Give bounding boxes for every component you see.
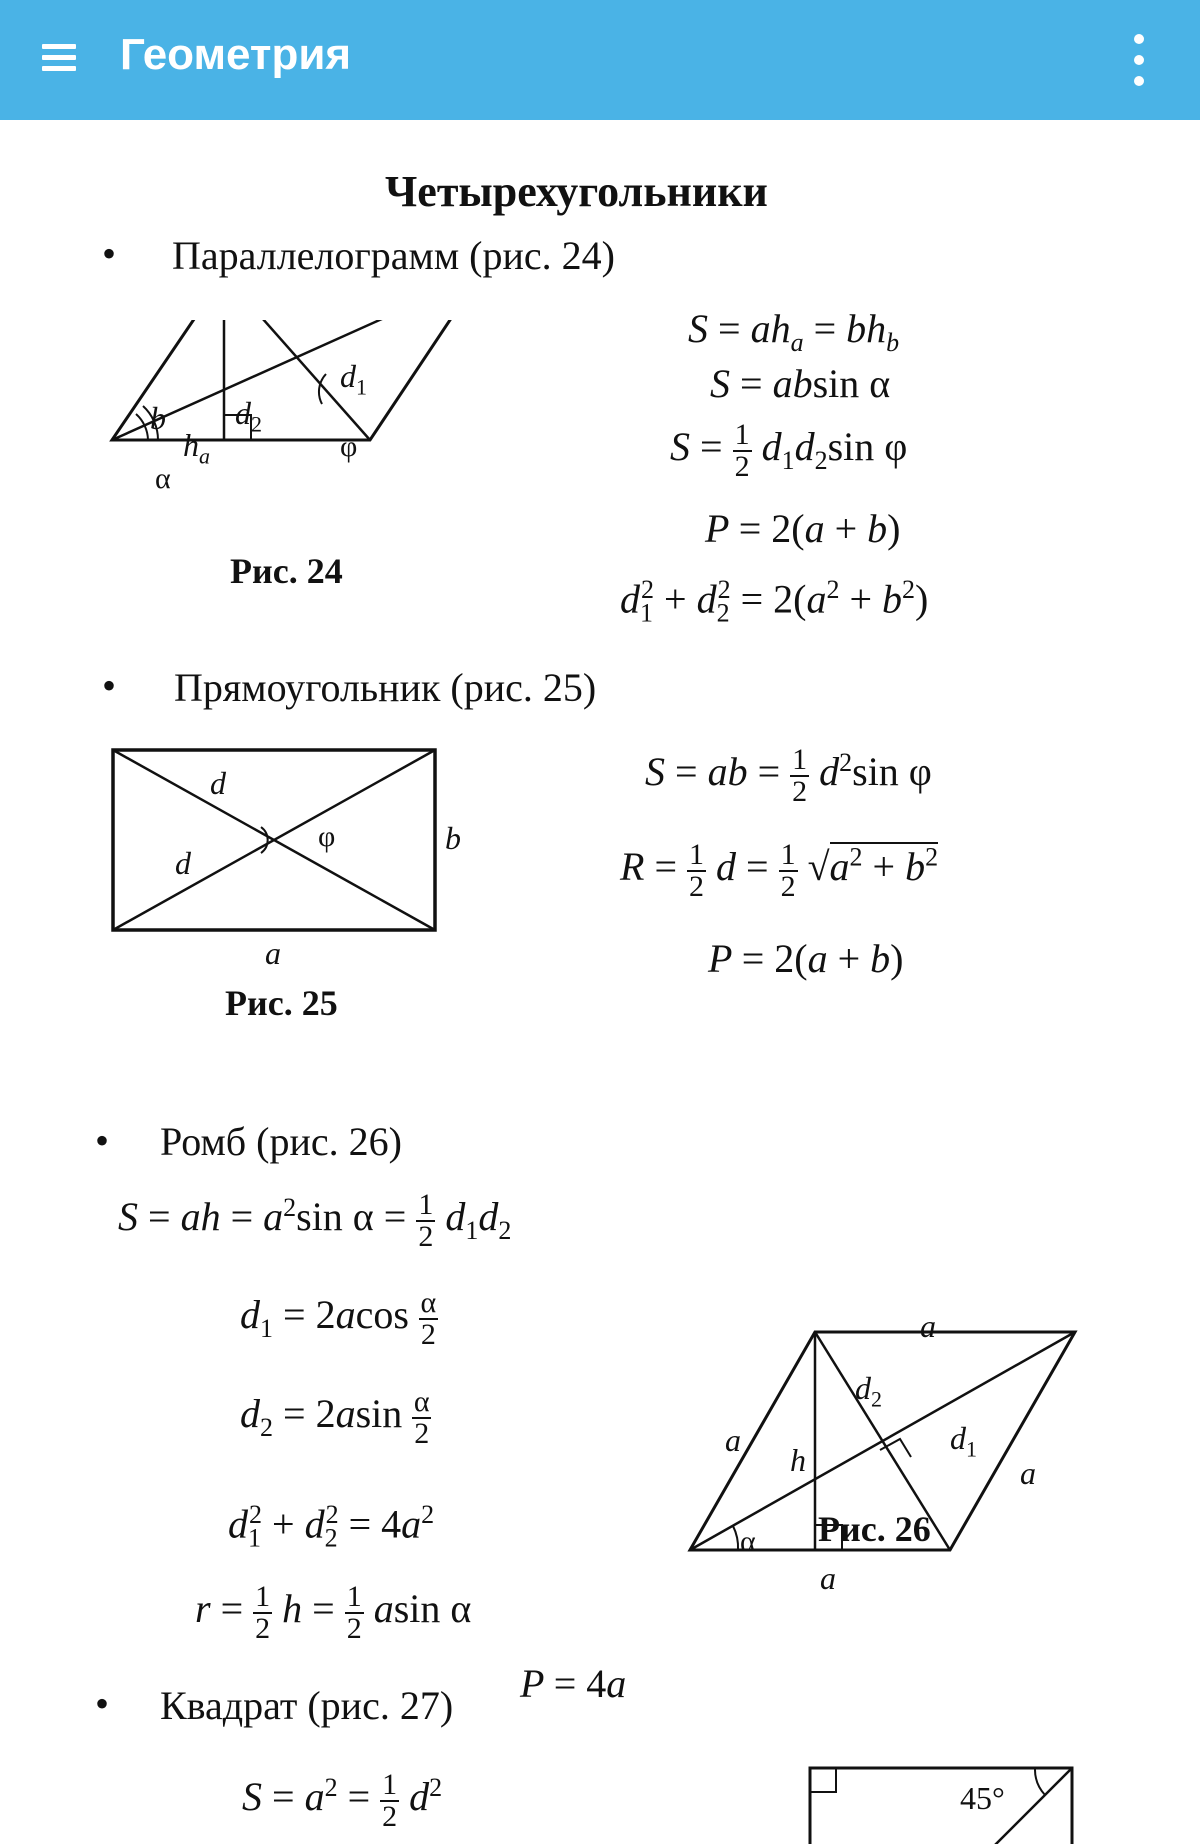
formula-perimeter: P = 4a bbox=[520, 1661, 627, 1706]
more-vert-icon[interactable] bbox=[1120, 30, 1156, 90]
bullet: • bbox=[95, 1118, 110, 1163]
label-ha: $h_a$ bbox=[183, 427, 210, 469]
formula-area-heights: $S = ah_a = bh_b$ bbox=[688, 306, 900, 357]
figure-square bbox=[800, 1760, 1080, 1844]
section-title-rectangle: Прямоугольник (рис. 25) bbox=[174, 665, 597, 710]
hamburger-menu-icon[interactable] bbox=[34, 34, 86, 86]
section-title-rhombus: Ромб (рис. 26) bbox=[160, 1119, 402, 1164]
label-a-top: a bbox=[920, 1308, 936, 1344]
figure-caption: Рис. 25 bbox=[225, 983, 338, 1023]
label-d-top: d bbox=[210, 765, 226, 801]
label-a-right: a bbox=[1020, 1455, 1036, 1491]
bullet: • bbox=[95, 1681, 110, 1726]
bullet: • bbox=[102, 663, 117, 708]
label-d2: $d_2$ bbox=[235, 395, 262, 437]
label-a-left: a bbox=[725, 1422, 741, 1458]
angle-alpha-arc bbox=[733, 1526, 738, 1550]
formula-area: $S = a^2 = 1$ 2 $d^2$ bbox=[242, 1768, 443, 1833]
label-b: b bbox=[445, 820, 461, 856]
formula-diagonals-identity: $d_1^2 + d_2^2 = 2(a^2 + b^2)$ bbox=[620, 575, 929, 628]
page-content bbox=[0, 120, 1200, 1844]
formula-area-diagonals: S = 1 2 $d_1d_2\sin$ φ bbox=[670, 418, 908, 483]
formula-area: S = ab = 1 2 $d^2\sin$ φ bbox=[645, 743, 932, 808]
angle-phi-arc bbox=[261, 827, 268, 853]
label-alpha: α bbox=[740, 1525, 756, 1558]
angle-arc bbox=[1035, 1768, 1045, 1795]
formula-area-sine: S = absin α bbox=[710, 361, 891, 406]
label-a-bottom: a bbox=[820, 1560, 836, 1596]
formula-perimeter: P = 2(a + b) bbox=[708, 936, 904, 981]
figure-rectangle bbox=[108, 745, 448, 945]
label-a: a bbox=[265, 935, 281, 971]
formula-d1: $d_1 = 2acos$ α 2 bbox=[240, 1286, 437, 1351]
right-angle-mark bbox=[880, 1439, 911, 1457]
label-d-left: d bbox=[175, 845, 191, 881]
section-title-square: Квадрат (рис. 27) bbox=[160, 1683, 454, 1728]
bullet: • bbox=[102, 231, 117, 276]
label-phi: φ bbox=[318, 820, 336, 853]
app-bar bbox=[0, 0, 1200, 120]
label-alpha: α bbox=[155, 462, 171, 495]
label-h: h bbox=[790, 1442, 806, 1478]
label-b: b bbox=[150, 400, 166, 436]
formula-inradius: r = 1 2 h = 1 2 asin α bbox=[195, 1580, 472, 1645]
right-angle-mark bbox=[810, 1768, 836, 1792]
label-angle-45: 45° bbox=[960, 1780, 1005, 1816]
label-d2: $d_2$ bbox=[855, 1370, 882, 1412]
app-title: Геометрия bbox=[120, 30, 352, 79]
label-phi: φ bbox=[340, 430, 358, 463]
figure-caption: Рис. 26 bbox=[818, 1509, 931, 1549]
parallelogram-shape bbox=[112, 320, 480, 440]
formula-area: S = ah = $a^2\sin$ α = 1 2 $d_1d_2$ bbox=[118, 1188, 512, 1253]
formula-d2: $d_2 = 2asin$ α 2 bbox=[240, 1385, 430, 1450]
figure-parallelogram bbox=[100, 320, 500, 560]
figure-caption: Рис. 24 bbox=[230, 551, 343, 591]
label-d1: $d_1$ bbox=[340, 358, 367, 400]
section-title-parallelogram: Параллелограмм (рис. 24) bbox=[172, 233, 615, 278]
formula-circumradius: R = 1 2 d = 1 2 $√a^2 + b^2$ bbox=[620, 838, 939, 903]
page-heading: Четырехугольники bbox=[385, 167, 768, 216]
formula-perimeter: P = 2(a + b) bbox=[705, 506, 901, 551]
formula-diagonals-identity: $d_1^2 + d_2^2 = 4a^2$ bbox=[228, 1500, 435, 1553]
label-d1: $d_1$ bbox=[950, 1420, 977, 1462]
diagonal-d1 bbox=[112, 320, 480, 440]
